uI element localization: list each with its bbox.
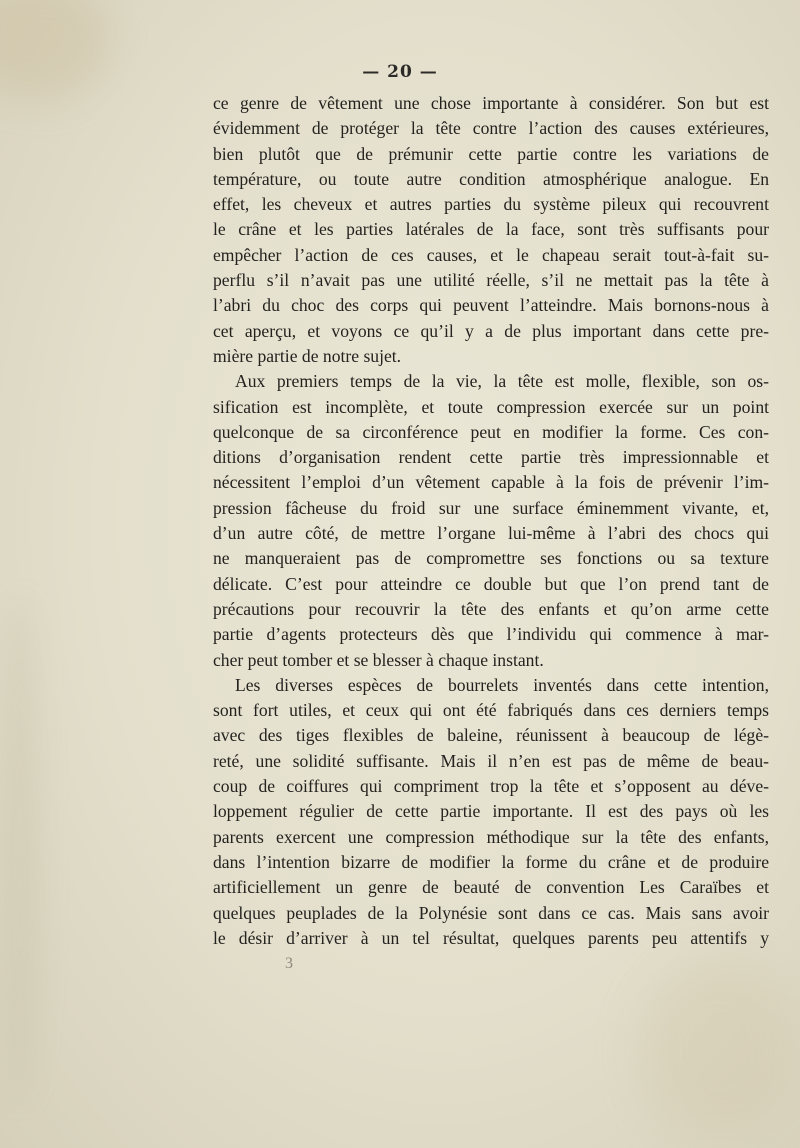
text-line: avec des tiges flexibles de baleine, réunissent à beaucoup de légè- xyxy=(213,725,769,746)
text-line: ditions d’organisation rendent cette partie très impressionnable et xyxy=(213,447,769,468)
text-line: sont fort utiles, et ceux qui ont été fabriqués dans ces derniers temps xyxy=(213,700,769,721)
text-line: quelconque de sa circonférence peut en modifier la forme. Ces con- xyxy=(213,421,769,442)
text-line: coup de coiffures qui compriment trop la tête et s’opposent au déve- xyxy=(213,776,769,797)
page-number: — 20 — xyxy=(362,62,438,82)
text-line: délicate. C’est pour atteindre ce double but que l’on prend tant de xyxy=(213,573,769,594)
text-line: effet, les cheveux et autres parties du système pileux qui recouvrent xyxy=(213,194,769,215)
text-line: Les diverses espèces de bourrelets inventés dans cette intention, xyxy=(235,674,769,695)
text-line: cet aperçu, et voyons ce qu’il y a de plus important dans cette pre- xyxy=(213,320,769,341)
text-line: artificiellement un genre de beauté de convention Les Caraïbes et xyxy=(213,877,769,898)
text-line: cher peut tomber et se blesser à chaque instant. xyxy=(213,649,544,670)
text-line: le crâne et les parties latérales de la face, sont très suffisants pour xyxy=(213,219,769,240)
text-line: l’abri du choc des corps qui peuvent l’atteindre. Mais bornons-nous à xyxy=(213,295,769,316)
text-line: pression fâcheuse du froid sur une surface éminemment vivante, et, xyxy=(213,497,769,518)
text-line: quelques peuplades de la Polynésie sont dans ce cas. Mais sans avoir xyxy=(213,902,769,923)
text-line: perflu s’il n’avait pas une utilité réelle, s’il ne mettait pas la tête à xyxy=(213,270,769,291)
text-line: bien plutôt que de prémunir cette partie contre les variations de xyxy=(213,143,769,164)
signature-mark: 3 xyxy=(285,955,293,972)
text-line: évidemment de protéger la tête contre l’action des causes extérieures, xyxy=(213,118,769,139)
text-line: Aux premiers temps de la vie, la tête est molle, flexible, son os- xyxy=(235,371,769,392)
text-line: sification est incomplète, et toute compression exercée sur un point xyxy=(213,396,769,417)
text-line: empêcher l’action de ces causes, et le chapeau serait tout-à-fait su- xyxy=(213,244,769,265)
text-line: loppement régulier de cette partie importante. Il est des pays où les xyxy=(213,801,769,822)
text-line: mière partie de notre sujet. xyxy=(213,345,402,366)
text-line: dans l’intention bizarre de modifier la forme du crâne et de produire xyxy=(213,851,769,872)
text-line: ne manqueraient pas de compromettre ses fonctions ou sa texture xyxy=(213,548,769,569)
text-line: partie d’agents protecteurs dès que l’individu qui commence à mar- xyxy=(213,624,769,645)
text-line: nécessitent l’emploi d’un vêtement capable à la fois de prévenir l’im- xyxy=(213,472,769,493)
text-line: parents exercent une compression méthodique sur la tête des enfants, xyxy=(213,826,769,847)
paper-stain xyxy=(0,0,110,100)
body-text xyxy=(213,91,769,951)
text-line: température, ou toute autre condition atmosphérique analogue. En xyxy=(213,168,769,189)
paper-stain xyxy=(640,960,800,1140)
text-line: ce genre de vêtement une chose importante à considérer. Son but est xyxy=(213,93,769,113)
text-line: reté, une solidité suffisante. Mais il n’en est pas de même de beau- xyxy=(213,750,769,771)
paper-stain xyxy=(0,600,40,1100)
text-line: le désir d’arriver à un tel résultat, quelques parents peu attentifs y xyxy=(213,927,769,948)
text-line: précautions pour recouvrir la tête des enfants et qu’on arme cette xyxy=(213,598,769,619)
text-line: d’un autre côté, de mettre l’organe lui-même à l’abri des chocs qui xyxy=(213,523,769,544)
